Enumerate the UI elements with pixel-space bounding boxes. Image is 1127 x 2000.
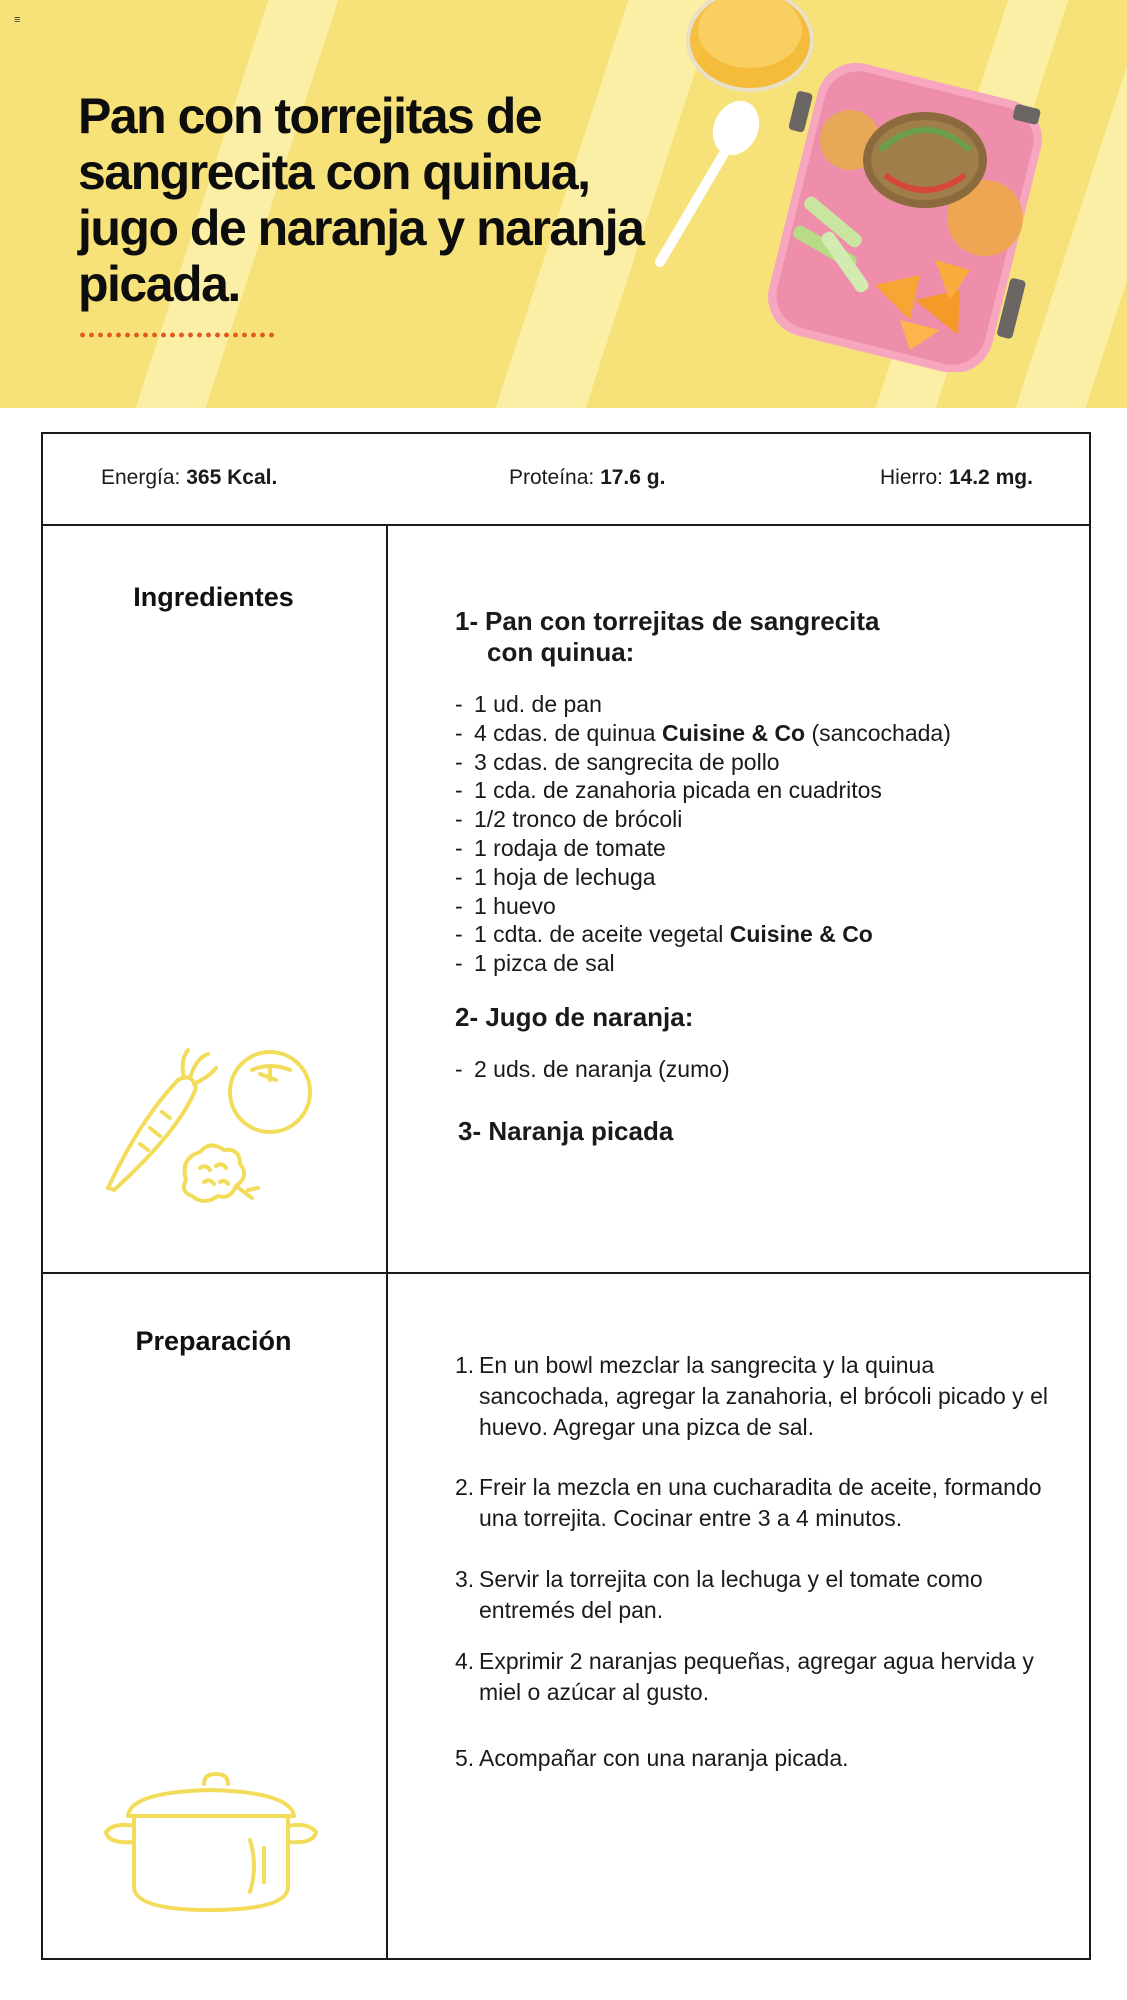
pot-doodle-icon (100, 1770, 320, 1920)
column-divider (386, 526, 388, 1958)
juice-glass-icon (688, 0, 812, 90)
part3-title: 3- Naranja picada (458, 1115, 674, 1146)
ingredients-heading: Ingredientes (133, 582, 294, 612)
list-item: - 1 hoja de lechuga (455, 863, 656, 890)
part1-number: 1- (455, 606, 479, 636)
list-item: 2. Freir la mezcla en una cucharadita de aceite, formando una torrejita. Cocinar entre 3 a 4 minutos. (455, 1474, 1042, 1531)
part2-title: 2- Jugo de naranja: (455, 1001, 694, 1032)
vegetables-doodle-icon (100, 1040, 320, 1220)
list-item: - 1/2 tronco de brócoli (455, 806, 683, 833)
list-item: 3. Servir la torrejita con la lechuga y el tomate como entremés del pan. (455, 1566, 983, 1623)
list-item: 4. Exprimir 2 naranjas pequeñas, agregar agua hervida y miel o azúcar al gusto. (455, 1648, 1034, 1705)
table-divider (41, 524, 1091, 526)
energy-label: Energía: (101, 466, 187, 489)
part2-items (455, 1055, 1055, 1084)
recipe-title: Pan con torrejitas de sangrecita con quinua, jugo de naranja y naranja picada. (78, 88, 644, 312)
protein-value: 17.6 g. (600, 466, 666, 489)
spoon-icon (660, 93, 768, 262)
list-item: 1. En un bowl mezclar la sangrecita y la quinua sancochada, agregar la zanahoria, el brócoli picado y el huevo. Agregar una pizca de sal. (455, 1352, 1048, 1440)
list-item: - 1 cda. de zanahoria picada en cuadritos (455, 777, 882, 804)
list-item: - 3 cdas. de sangrecita de pollo (455, 748, 780, 775)
protein-label: Proteína: (509, 466, 601, 489)
header-banner (0, 0, 1127, 408)
menu-icon[interactable]: ≡ (14, 14, 21, 26)
ingredients-list (455, 606, 1055, 1147)
iron-info (880, 466, 1033, 490)
list-item: - 1 rodaja de tomate (455, 834, 666, 861)
lunchbox-photo (640, 0, 1060, 372)
lunchbox-icon (760, 54, 1051, 372)
preparation-steps (455, 1350, 1055, 1800)
list-item: - 4 cdas. de quinua Cuisine & Co (sancochada) (455, 719, 951, 746)
list-item: 5. Acompañar con una naranja picada. (455, 1745, 849, 1771)
part1-title (455, 606, 1055, 668)
list-item: - 1 ud. de pan (455, 691, 602, 717)
part1-title-line2: con quinua: (487, 637, 635, 667)
preparation-heading: Preparación (135, 1326, 292, 1356)
list-item: - 1 pizca de sal (455, 950, 615, 977)
part1-title-line1: Pan con torrejitas de sangrecita (485, 606, 880, 636)
table-divider (41, 1272, 1091, 1274)
energy-info (101, 466, 277, 490)
list-item: - 2 uds. de naranja (zumo) (455, 1055, 730, 1082)
protein-info (509, 466, 665, 490)
list-item: - 1 huevo (455, 892, 556, 919)
part1-items (455, 690, 1055, 978)
energy-value: 365 Kcal. (186, 466, 278, 489)
list-item: - 1 cdta. de aceite vegetal Cuisine & Co (455, 921, 873, 948)
iron-value: 14.2 mg. (948, 466, 1033, 489)
iron-label: Hierro: (880, 466, 949, 489)
title-dotted-underline (78, 332, 278, 338)
